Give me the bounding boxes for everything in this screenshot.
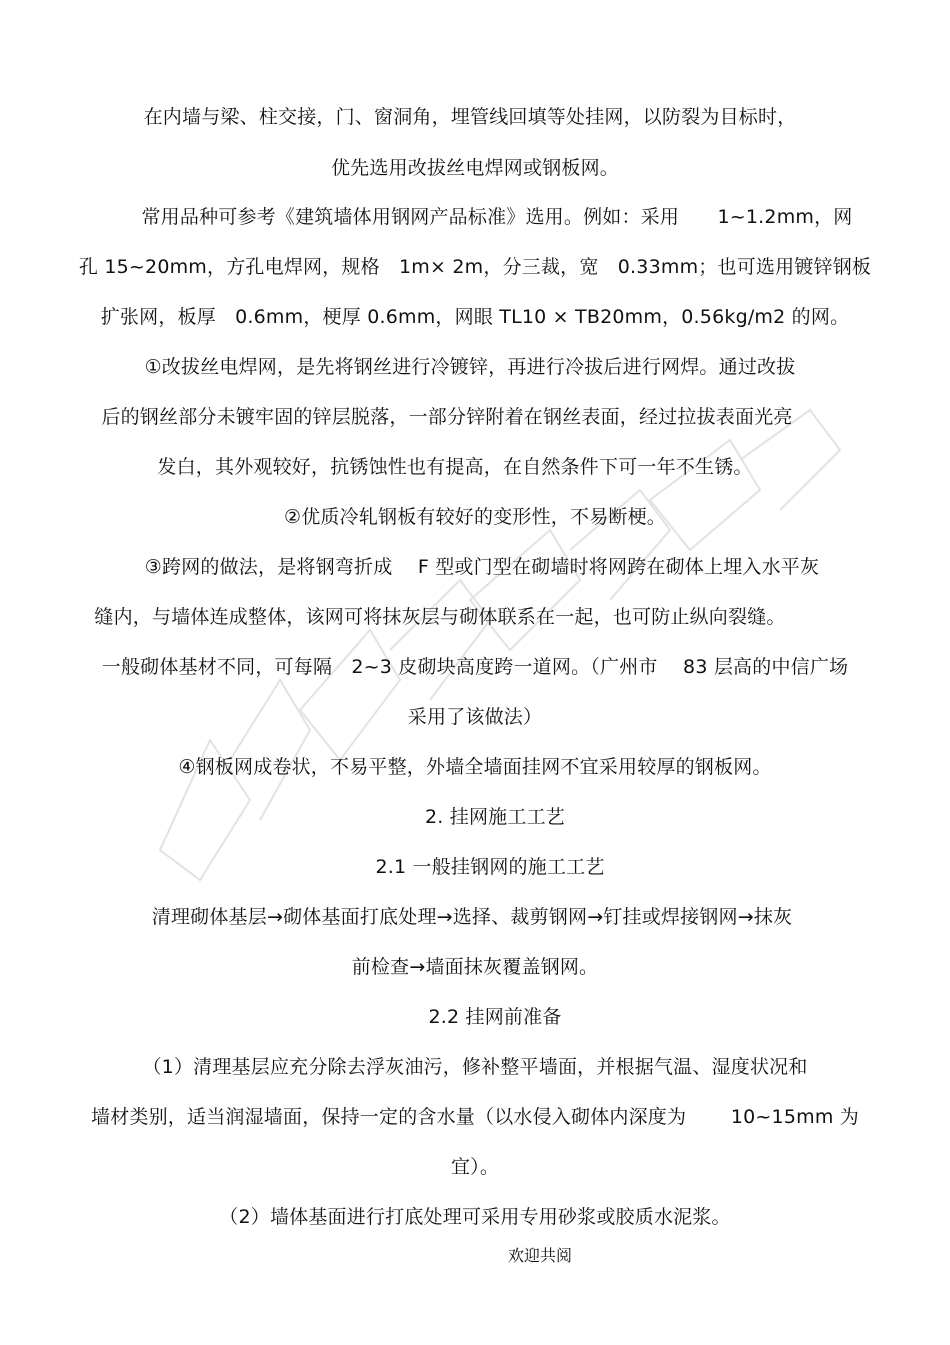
text-line: ③跨网的做法，是将钢弯折成 F 型或门型在砌墙时将网跨在砌体上埋入水平灰 (144, 556, 820, 578)
text-line: 发白，其外观较好，抗锈蚀性也有提高，在自然条件下可一年不生锈。 (157, 456, 753, 478)
text-line: ②优质冷轧钢板有较好的变形性，不易断梗。 (283, 506, 667, 528)
text-line: 后的钢丝部分未镀牢固的锌层脱落，一部分锌附着在钢丝表面，经过拉拔表面光亮 (101, 406, 793, 428)
section-heading: 2. 挂网施工工艺 (425, 806, 565, 828)
text-line: （2）墙体基面进行打底处理可采用专用砂浆或胶质水泥浆。 (219, 1206, 731, 1228)
text-line: 孔 15~20mm，方孔电焊网，规格 1m× 2m，分三裁，宽 0.33mm；也可选用镀锌钢板 (78, 256, 872, 278)
text-line: 清理砌体基层→砌体基面打底处理→选择、裁剪钢网→钉挂或焊接钢网→抹灰 (151, 906, 793, 928)
text-line: 优先选用改拔丝电焊网或钢板网。 (330, 157, 619, 179)
section-heading: 2.2 挂网前准备 (428, 1006, 562, 1028)
text-line: ④钢板网成卷状，不易平整，外墙全墙面挂网不宜采用较厚的钢板网。 (178, 756, 772, 778)
text-line: （1）清理基层应充分除去浮灰油污，修补整平墙面，并根据气温、湿度状况和 (142, 1056, 808, 1078)
text-line: 缝内，与墙体连成整体，该网可将抹灰层与砌体联系在一起，也可防止纵向裂缝。 (94, 606, 786, 628)
text-line: 墙材类别，适当润湿墙面，保持一定的含水量（以水侵入砌体内深度为 10~15mm 为 (91, 1106, 859, 1128)
page-footer: 欢迎共阅 (507, 1246, 572, 1265)
text-line: 宜）。 (450, 1156, 500, 1178)
text-line: 前检查→墙面抹灰覆盖钢网。 (351, 956, 599, 978)
text-line: 采用了该做法） (407, 706, 543, 728)
text-line: 常用品种可参考《建筑墙体用钢网产品标准》选用。例如：采用 1~1.2mm，网 (141, 206, 853, 228)
text-line: 一般砌体基材不同，可每隔 2~3 皮砌块高度跨一道网。（广州市 83 层高的中信广场 (101, 656, 849, 678)
text-line: ①改拔丝电焊网，是先将钢丝进行冷镀锌，再进行冷拔后进行网焊。通过改拔 (144, 356, 796, 378)
text-line: 在内墙与梁、柱交接，门、窗洞角，埋管线回填等处挂网，以防裂为目标时， (143, 106, 797, 128)
section-heading: 2.1 一般挂钢网的施工工艺 (375, 856, 605, 878)
text-line: 扩张网，板厚 0.6mm，梗厚 0.6mm，网眼 TL10 × TB20mm，0.56kg/m2 的网。 (100, 306, 850, 328)
